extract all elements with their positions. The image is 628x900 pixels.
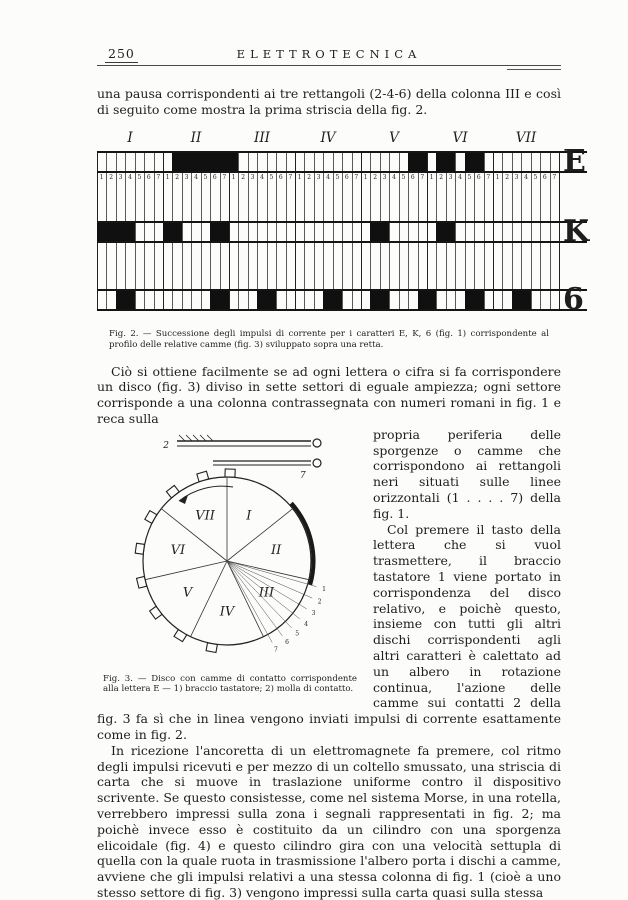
fan-number: 3 <box>311 609 316 617</box>
page-header <box>97 44 561 70</box>
fig2-cell-number: 3 <box>316 173 321 181</box>
fig2-cell-number: 4 <box>260 173 264 181</box>
fig2-roman-numeral: II <box>190 129 202 146</box>
cam-bump <box>166 485 179 497</box>
fig2-impulse-mark <box>116 291 125 309</box>
fig2-roman-numeral: VII <box>515 129 537 146</box>
fig2-character-label: E <box>563 143 586 179</box>
header-rule-segment <box>507 69 561 70</box>
fan-number: 5 <box>295 630 300 638</box>
fig2-cell-number: 5 <box>467 173 472 181</box>
fig2-impulse-mark <box>201 153 210 171</box>
journal-title: ELETTROTECNICA <box>236 47 422 61</box>
sector-label: V <box>182 585 193 601</box>
fig2-impulse-mark <box>370 223 379 241</box>
fig2-strip-K <box>97 221 587 243</box>
fig2-cell-number: 3 <box>118 173 123 181</box>
fan-number: 4 <box>304 620 308 628</box>
fig2-cell-number: 3 <box>382 173 387 181</box>
fig2-impulse-mark <box>446 223 455 241</box>
fig2-impulse-mark <box>210 223 219 241</box>
fig2-cell-number: 4 <box>194 173 198 181</box>
fan-number: 1 <box>322 585 327 593</box>
fig2-cell-number: 6 <box>542 173 547 181</box>
sector-label: II <box>270 542 282 558</box>
fig2-cell-number: 6 <box>278 173 283 181</box>
cam-bump <box>174 629 187 641</box>
fig2-strip-6 <box>97 289 587 311</box>
fig2-cell-number: 6 <box>344 173 349 181</box>
fig2-impulse-mark <box>333 291 342 309</box>
cam-bump <box>145 510 157 523</box>
hatch-mark <box>179 435 185 441</box>
page-number: 250 <box>105 46 138 63</box>
cam-bump <box>135 543 144 554</box>
fig2-impulse-mark <box>172 153 181 171</box>
fig2-cell-number: 5 <box>269 173 274 181</box>
cam-bump <box>206 643 217 653</box>
fan-number: 2 <box>317 598 322 606</box>
sector-label: IV <box>219 604 235 620</box>
fig2-impulse-mark <box>436 153 445 171</box>
fig2-strip-E <box>97 151 587 173</box>
fig2-impulse-mark <box>474 291 483 309</box>
sector-divider <box>191 561 227 637</box>
fig2-impulse-mark <box>370 291 379 309</box>
fig2-cell-number: 1 <box>231 173 236 181</box>
fig2-impulse-mark <box>125 291 134 309</box>
fig2-cell-number: 1 <box>495 173 500 181</box>
rotation-arrow <box>179 486 233 501</box>
body-paragraph-premere: Col premere il tasto della lettera che si vuol trasmettere, il braccio tastatore 1 viene portato in corrispondenza del disco relativo, e poichè questo, insieme con tutti gli altri dischi corrispondenti agli altri caratteri è calettato ad un albero in rotazione continua, l'azione delle camme sui contatti 2 della fig. 3 fa sì che in linea vengono inviati impulsi di corrente esattamente come in fig. 2. <box>97 521 561 742</box>
sector-label: I <box>246 508 252 524</box>
fig2-impulse-mark <box>267 291 276 309</box>
fig2-cell-number: 2 <box>505 173 510 181</box>
hatch-mark <box>186 435 192 441</box>
fig2-impulse-mark <box>220 223 229 241</box>
fig2-cell-number: 7 <box>486 173 491 181</box>
fig2-impulse-mark <box>172 223 181 241</box>
fig2-cell-number: 2 <box>373 173 378 181</box>
fig2-impulse-mark <box>521 291 530 309</box>
fig2-impulse-mark <box>116 223 125 241</box>
fan-line <box>227 561 316 587</box>
fig2-impulse-mark <box>465 153 474 171</box>
fig2-impulse-grid <box>97 143 590 317</box>
fig2-cell-number: 1 <box>363 173 368 181</box>
fig2-cell-number: 7 <box>222 173 227 181</box>
fig3-cam-disc-drawing <box>97 431 363 667</box>
arm-pivot <box>313 439 321 447</box>
fig2-cell-number: 6 <box>212 173 217 181</box>
fig2-impulse-mark <box>418 291 427 309</box>
body-paragraph-periferia: propria periferia delle sporgenze o camme che corrispondono ai rettangoli neri situati sulle linee orizzontali (1 . . . . 7) della fig. 1. <box>373 426 561 521</box>
body-text <box>97 364 561 900</box>
fig2-impulse-mark <box>474 153 483 171</box>
fig2-roman-numeral: VI <box>452 129 468 146</box>
fig2-impulse-mark <box>418 153 427 171</box>
fig2-cell-number: 6 <box>476 173 481 181</box>
fig2-character-label: 6 <box>563 281 584 317</box>
fig2-cell-number: 2 <box>109 173 114 181</box>
fig2-cell-number: 3 <box>514 173 519 181</box>
fig2-impulse-mark <box>210 291 219 309</box>
fig2-cell-number: 3 <box>250 173 255 181</box>
sector-label: VII <box>195 508 215 524</box>
figure-3-caption: Fig. 3. — Disco con camme di contatto corrispondente alla lettera E — 1) braccio tastatore; 2) molla di contatto. <box>103 673 357 695</box>
fig2-cell-number: 7 <box>354 173 359 181</box>
fig2-impulse-mark <box>380 291 389 309</box>
fig2-cell-number: 4 <box>128 173 132 181</box>
fig2-cell-number: 6 <box>410 173 415 181</box>
fig2-cell-number: 1 <box>429 173 434 181</box>
cam-bump <box>197 471 209 481</box>
hatch-mark <box>193 435 199 441</box>
figure-3 <box>97 431 363 695</box>
cam-bump <box>150 606 162 619</box>
fig2-impulse-mark <box>97 223 106 241</box>
fan-line <box>227 561 292 628</box>
hatch-mark <box>200 435 206 441</box>
fig2-cell-number: 3 <box>184 173 189 181</box>
body-paragraph-ricezione: In ricezione l'ancoretta di un elettromagnete fa premere, col ritmo degli impulsi ricevuti e per mezzo di un coltello smussato, una striscia di carta che si muove in traslazione uniforme contro il dispositivo scrivente. Se questo consistesse, come nel sistema Morse, in una rotella, verrebbero impressi sulla zona i segnali rappresentati in fig. 2; ma poichè invece esso è costituito da un cilindro con una sporgenza elicoidale (fig. 4) e questo cilindro gira con una velocità settupla di quella con la quale ruota in trasmissione l'albero porta i dischi a camme, avviene che gli impulsi relativi a una stessa colonna di fig. 1 (cioè a uno stesso settore di fig. 3) vengono impressi sulla carta quasi sulla stessa <box>97 742 561 900</box>
fig2-roman-numeral: I <box>127 129 133 146</box>
fig2-impulse-mark <box>446 153 455 171</box>
fig2-impulse-mark <box>220 153 229 171</box>
cam-bump <box>225 469 235 477</box>
fig2-impulse-mark <box>427 291 436 309</box>
fig2-impulse-mark <box>323 291 332 309</box>
sector-divider <box>227 508 293 560</box>
header-rule <box>97 65 561 66</box>
sector-divider <box>145 561 227 580</box>
fig2-impulse-mark <box>257 291 266 309</box>
fig2-cell-number: 4 <box>326 173 330 181</box>
fig2-impulse-mark <box>408 153 417 171</box>
fig2-impulse-mark <box>220 291 229 309</box>
fig2-character-label: K <box>563 213 590 249</box>
fig2-cell-number: 1 <box>99 173 104 181</box>
page-content <box>97 44 590 900</box>
figure-2 <box>97 129 590 351</box>
fig2-impulse-mark <box>465 291 474 309</box>
fig2-impulse-mark <box>436 223 445 241</box>
fan-number: 7 <box>274 646 278 654</box>
sector-divider <box>227 561 309 580</box>
fig2-cell-number: 7 <box>156 173 161 181</box>
fig2-cell-number: 1 <box>165 173 170 181</box>
fig2-roman-numeral: III <box>254 129 270 146</box>
fig2-cell-number: 6 <box>146 173 151 181</box>
sector-label: VI <box>170 542 186 558</box>
fig2-impulse-mark <box>380 223 389 241</box>
fig2-roman-numeral: V <box>389 129 399 146</box>
fig2-impulse-mark <box>182 153 191 171</box>
fig2-cell-number: 7 <box>420 173 425 181</box>
fig2-cell-number: 2 <box>307 173 312 181</box>
fig2-cell-number: 5 <box>335 173 340 181</box>
label-braccio: 7 <box>300 470 306 481</box>
fig2-cell-number: 7 <box>288 173 293 181</box>
fig2-cell-number: 7 <box>552 173 557 181</box>
fig2-impulse-mark <box>125 223 134 241</box>
fig2-cell-number: 2 <box>439 173 444 181</box>
fig2-cell-number: 5 <box>533 173 538 181</box>
fig2-cell-number: 3 <box>448 173 453 181</box>
fan-number: 6 <box>285 638 289 646</box>
fig2-cell-number: 4 <box>392 173 396 181</box>
intro-paragraph: una pausa corrispondenti ai tre rettangoli (2-4-6) della colonna III e così di seguito come mostra la prima striscia della fig. 2. <box>97 86 561 117</box>
fig2-cell-number: 2 <box>241 173 246 181</box>
spring-pivot <box>313 459 321 467</box>
fig2-impulse-mark <box>163 223 172 241</box>
fig2-roman-numeral: IV <box>320 129 336 146</box>
fig2-cell-number: 5 <box>401 173 406 181</box>
hatch-mark <box>207 435 213 441</box>
fig2-impulse-mark <box>210 153 219 171</box>
fig2-cell-number: 2 <box>175 173 180 181</box>
fig2-impulse-mark <box>191 153 200 171</box>
fig2-cell-number: 4 <box>524 173 528 181</box>
fig2-impulse-mark <box>512 291 521 309</box>
cam-bump <box>137 576 147 588</box>
fig2-impulse-mark <box>106 223 115 241</box>
fig2-cell-number: 5 <box>137 173 142 181</box>
fan-line <box>227 561 272 642</box>
fig2-cell-number: 4 <box>458 173 462 181</box>
sector-label: III <box>258 585 275 601</box>
fig2-roman-numeral-row <box>97 130 559 146</box>
figure-2-caption: Fig. 2. — Successione degli impulsi di corrente per i caratteri E, K, 6 (fig. 1) corrispondente al profilo delle relative camme (fig. 3) sviluppato sopra una retta. <box>109 328 549 350</box>
label-molla: 2 <box>163 440 169 451</box>
fig2-cell-number: 5 <box>203 173 208 181</box>
body-paragraph-disco: Ciò si ottiene facilmente se ad ogni lettera o cifra si fa corrispondere un disco (fig. 3) diviso in sette settori di eguale ampiezza; ogni settore corrisponde a una colonna contrassegnata con numeri romani in fig. 1 e reca sulla <box>97 363 561 426</box>
fig2-impulse-mark <box>229 153 238 171</box>
fig2-cell-number: 1 <box>297 173 302 181</box>
